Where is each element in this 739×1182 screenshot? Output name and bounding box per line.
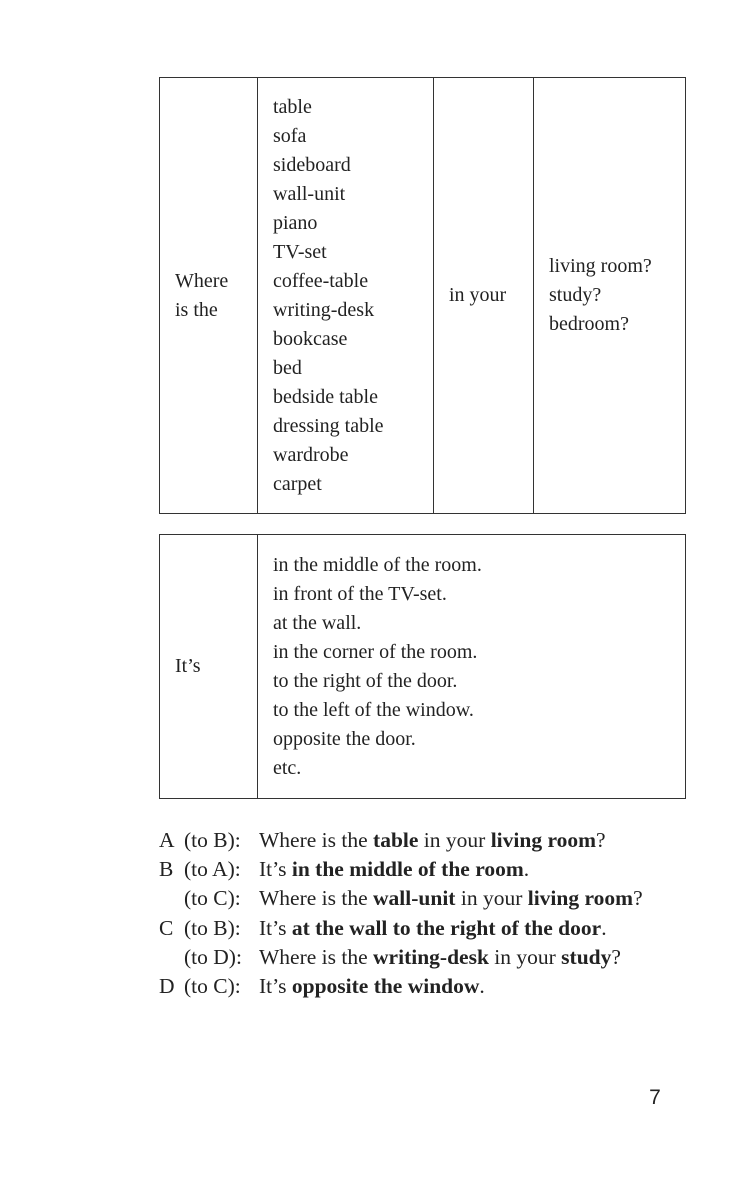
furniture-item: wall-unit	[273, 182, 346, 205]
speaker-letter: B	[159, 857, 174, 882]
speaker	[159, 972, 259, 1001]
phrase: It’s	[259, 915, 292, 940]
speaker	[159, 855, 259, 884]
dialog-line	[159, 826, 664, 855]
emphasized-phrase: at the wall to the right of the door	[291, 915, 602, 940]
emphasized-phrase: wall-unit	[373, 886, 456, 911]
emphasized-phrase: study	[561, 944, 612, 969]
example-dialog	[159, 826, 664, 1001]
its-cell	[160, 535, 258, 799]
addressee: (to C):	[184, 974, 241, 999]
where-label: Where	[175, 269, 229, 292]
furniture-list-cell	[258, 78, 434, 514]
utterance	[259, 914, 664, 943]
phrase: ?	[611, 944, 621, 969]
speaker	[159, 943, 259, 972]
dialog-line	[159, 943, 664, 972]
places-cell	[258, 535, 686, 799]
addressee: (to C):	[184, 886, 241, 911]
place-item: opposite the door.	[273, 727, 416, 750]
addressee: (to B):	[184, 828, 241, 852]
phrase: It’s	[259, 974, 292, 999]
phrase: Where is the	[259, 828, 374, 852]
phrase: .	[601, 915, 607, 940]
phrase: .	[523, 857, 530, 882]
furniture-item: bookcase	[273, 327, 348, 350]
emphasized-phrase: living room	[490, 828, 597, 852]
furniture-list	[273, 93, 433, 499]
place-item: in the corner of the room.	[273, 640, 478, 663]
furniture-item: bedside table	[273, 385, 378, 408]
rooms-cell	[534, 78, 686, 514]
in-your-label: in your	[449, 284, 507, 306]
dialog-line	[159, 914, 664, 943]
phrase: in your	[455, 886, 528, 911]
furniture-item: table	[273, 95, 312, 118]
room-item: living room?	[549, 255, 652, 277]
place-item: at the wall.	[273, 611, 362, 634]
place-item: to the left of the window.	[273, 698, 474, 721]
emphasized-phrase: writing-desk	[373, 944, 489, 969]
furniture-item: TV-set	[273, 240, 327, 263]
where-is-the-cell	[160, 78, 258, 514]
substitution-table-where	[159, 77, 686, 514]
speaker-letter: A	[159, 828, 175, 852]
furniture-item: wardrobe	[273, 443, 349, 466]
utterance	[259, 943, 664, 972]
utterance	[259, 855, 664, 884]
rooms-list	[549, 252, 685, 339]
emphasized-phrase: table	[373, 828, 419, 852]
addressee: (to A):	[184, 857, 241, 882]
speaker-letter: C	[159, 915, 174, 940]
emphasized-phrase: living room	[527, 886, 634, 911]
room-item: bedroom?	[549, 313, 629, 335]
is-the-label: is the	[175, 298, 218, 321]
addressee: (to B):	[184, 915, 241, 940]
furniture-item: carpet	[273, 472, 322, 495]
emphasized-phrase: in the middle of the room	[291, 857, 524, 882]
places-list	[273, 551, 685, 783]
its-label: It’s	[175, 655, 201, 677]
phrase: ?	[633, 886, 643, 911]
dialog-line	[159, 884, 664, 913]
furniture-item: sideboard	[273, 153, 351, 176]
phrase: It’s	[259, 857, 292, 882]
speaker-letter: D	[159, 974, 175, 999]
room-item: study?	[549, 284, 602, 306]
place-item: etc.	[273, 756, 302, 779]
page-number: 7	[649, 1086, 661, 1109]
furniture-item: coffee-table	[273, 269, 369, 292]
phrase: in your	[418, 828, 491, 852]
emphasized-phrase: opposite the window	[291, 974, 480, 999]
phrase: in your	[488, 944, 562, 969]
utterance	[259, 884, 664, 913]
phrase: .	[479, 974, 485, 999]
utterance	[259, 826, 664, 855]
furniture-item: dressing table	[273, 414, 384, 437]
speaker	[159, 914, 259, 943]
dialog-line	[159, 972, 664, 1001]
addressee: (to D):	[184, 944, 242, 969]
speaker	[159, 826, 259, 855]
furniture-item: writing-desk	[273, 298, 375, 321]
phrase: Where is the	[259, 944, 374, 969]
substitution-table-its	[159, 534, 686, 799]
furniture-item: sofa	[273, 124, 307, 147]
place-item: in front of the TV-set.	[273, 582, 447, 605]
utterance	[259, 972, 664, 1001]
in-your-cell	[434, 78, 534, 514]
place-item: to the right of the door.	[273, 669, 458, 692]
speaker	[159, 884, 259, 913]
phrase: Where is the	[259, 886, 374, 911]
phrase: ?	[596, 828, 606, 852]
furniture-item: piano	[273, 211, 318, 234]
place-item: in the middle of the room.	[273, 553, 482, 576]
furniture-item: bed	[273, 356, 302, 379]
dialog-line	[159, 855, 664, 884]
